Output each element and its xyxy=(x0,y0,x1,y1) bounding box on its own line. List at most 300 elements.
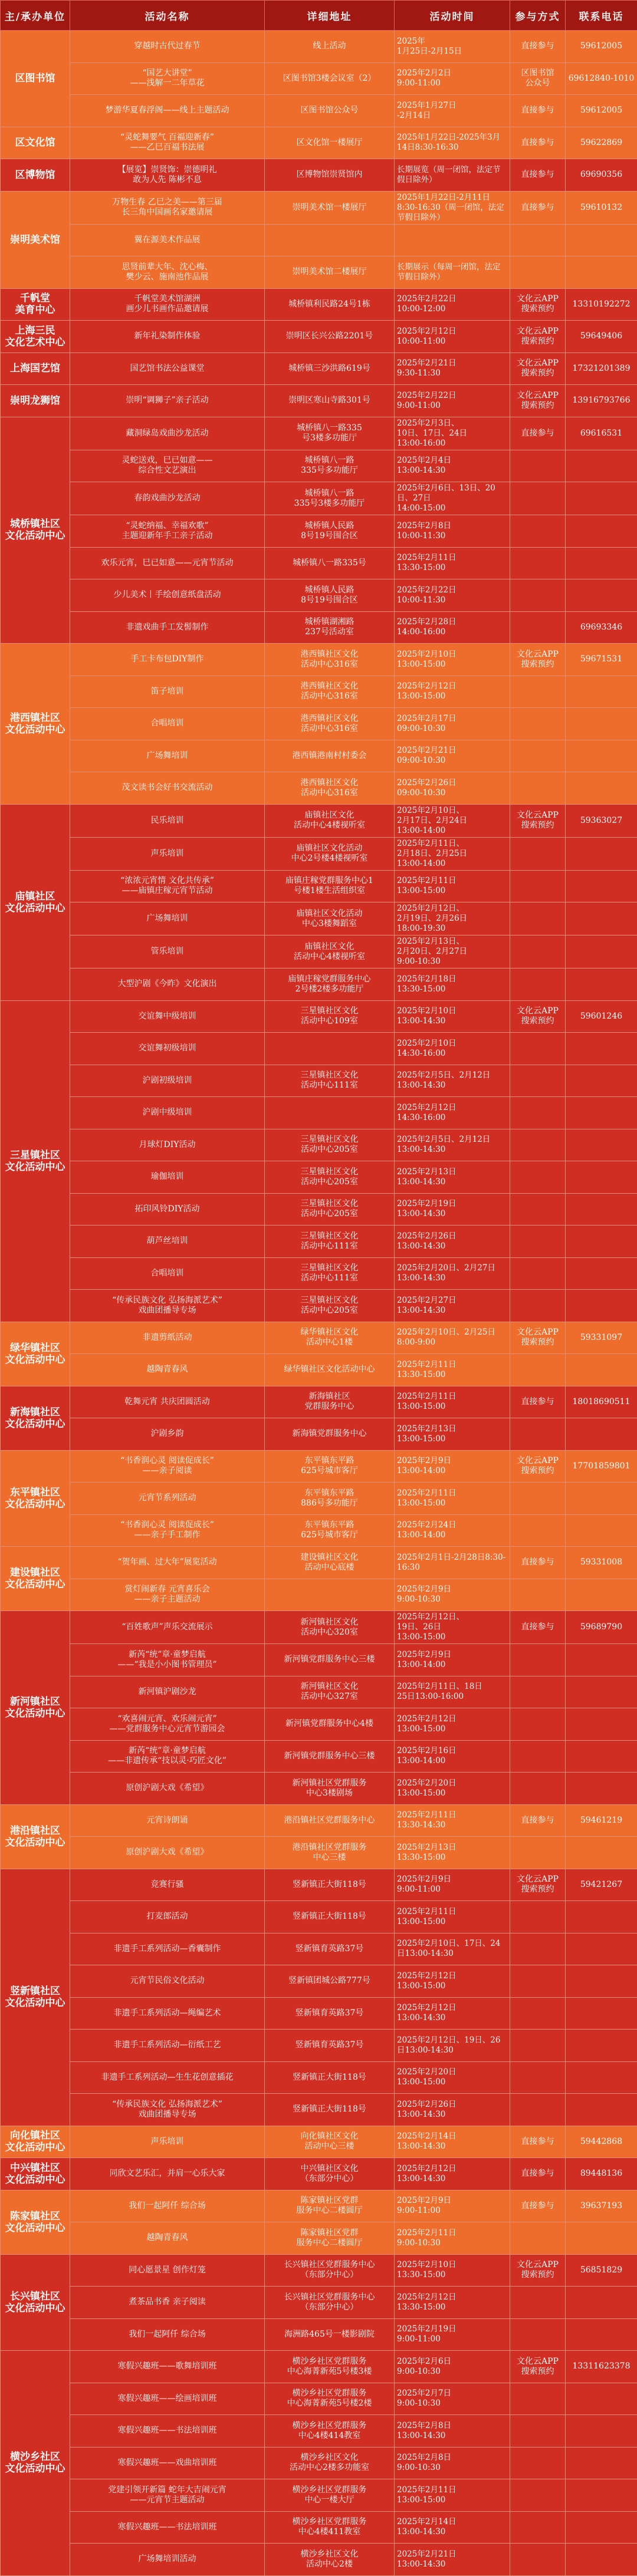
activity-name-cell: 非遗手工系列活动—绳编艺术 xyxy=(70,1997,265,2030)
activity-name-cell: “浓浓元宵情 文化共传承” ——庙镇庄稼元宵节活动 xyxy=(70,870,265,902)
table-row xyxy=(1,224,637,256)
activity-name-cell: “国艺大讲堂” ——浅解一二年草花 xyxy=(70,62,265,95)
address-cell: 线上活动 xyxy=(265,31,395,63)
table-row xyxy=(1,1193,637,1226)
participation-cell xyxy=(510,1193,566,1226)
participation-cell: 直接参与 xyxy=(510,127,566,159)
address-cell: 区博物馆崇贤馆内 xyxy=(265,159,395,192)
table-row xyxy=(1,1000,637,1033)
phone-cell: 59612005 xyxy=(566,95,637,127)
participation-cell: 文化云APP 搜索预约 xyxy=(510,2351,566,2383)
organizer-cell: 新海镇社区 文化活动中心 xyxy=(1,1386,70,1450)
time-cell: 长期展示（每周一闭馆，法定节假日除外） xyxy=(395,256,510,289)
participation-cell: 文化云APP 搜索预约 xyxy=(510,321,566,353)
participation-cell xyxy=(510,2479,566,2512)
time-cell: 2025年2月12日 10:00-11:00 xyxy=(395,321,510,353)
phone-cell: 13310192272 xyxy=(566,288,637,321)
address-cell: 城桥镇八一路 335号多功能厅 xyxy=(265,450,395,482)
table-row xyxy=(1,611,637,644)
table-row xyxy=(1,2126,637,2158)
address-cell: 港西镇社区文化 活动中心316室 xyxy=(265,772,395,805)
participation-cell xyxy=(510,450,566,482)
organizer-group xyxy=(1,191,637,288)
time-cell: 2025年2月13日 13:30-15:00 xyxy=(395,1837,510,1869)
phone-cell: 59610132 xyxy=(566,191,637,224)
participation-cell xyxy=(510,256,566,289)
address-cell: 绿华镇社区文化 活动中心1楼 xyxy=(265,1322,395,1354)
organizer-cell: 绿华镇社区 文化活动中心 xyxy=(1,1322,70,1386)
participation-cell xyxy=(510,579,566,612)
participation-cell: 文化云APP 搜索预约 xyxy=(510,353,566,385)
address-cell xyxy=(265,1097,395,1129)
participation-cell xyxy=(510,1290,566,1322)
activity-name-cell: 寒假兴趣班——歌舞培训班 xyxy=(70,2351,265,2383)
time-cell: 2025年2月10日 13:00-14:30 xyxy=(395,1000,510,1033)
table-row xyxy=(1,31,637,63)
phone-cell xyxy=(566,1354,637,1386)
organizer-cell: 城桥镇社区 文化活动中心 xyxy=(1,417,70,644)
time-cell: 2025年2月27日 13:00-14:30 xyxy=(395,1290,510,1322)
activity-name-cell: 广场舞培训活动 xyxy=(70,2544,265,2576)
phone-cell xyxy=(566,2287,637,2319)
organizer-group xyxy=(1,2351,637,2576)
phone-cell xyxy=(566,1901,637,1933)
activity-name-cell: 月球灯DIY活动 xyxy=(70,1129,265,1161)
activity-name-cell: 灵蛇送戏，巳已如意—— 综合性文艺演出 xyxy=(70,450,265,482)
participation-cell xyxy=(510,1483,566,1515)
activity-name-cell: 少儿美术丨手绘创意纸盘活动 xyxy=(70,579,265,612)
activity-name-cell: 管乐培训 xyxy=(70,935,265,969)
phone-cell xyxy=(566,579,637,612)
address-cell: 竖新镇育英路37号 xyxy=(265,2030,395,2062)
activity-name-cell: 千帆堂美术馆湖洲 画少儿书画作品邀请展 xyxy=(70,288,265,321)
activity-name-cell: 乾舞元宵 共庆团圆活动 xyxy=(70,1386,265,1418)
time-cell: 2025年2月16日 13:00-14:00 xyxy=(395,1740,510,1773)
table-row xyxy=(1,1226,637,1258)
time-cell: 2025年2月3日、 10日、17日、24日 13:00-16:00 xyxy=(395,417,510,450)
table-row xyxy=(1,450,637,482)
activity-name-cell: 竞赛行骚 xyxy=(70,1869,265,1901)
participation-cell xyxy=(510,2318,566,2351)
time-cell: 2025年2月26日 13:00-14:30 xyxy=(395,1226,510,1258)
phone-cell xyxy=(566,870,637,902)
address-cell: 新河镇社区文化 活动中心320室 xyxy=(265,1611,395,1644)
participation-cell xyxy=(510,2511,566,2544)
table-row xyxy=(1,1290,637,1322)
address-cell: 新河镇党群服务中心三楼 xyxy=(265,1740,395,1773)
time-cell: 2025年2月13日 13:00-14:30 xyxy=(395,1161,510,1194)
table-row xyxy=(1,772,637,805)
time-cell: 2025年1月22日-2月11日8:30-16:30（周一闭馆，法定节假日除外） xyxy=(395,191,510,224)
participation-cell xyxy=(510,2415,566,2447)
time-cell: 2025年2月26日 09:00-10:30 xyxy=(395,772,510,805)
organizer-group xyxy=(1,1000,637,1322)
participation-cell: 直接参与 xyxy=(510,1611,566,1644)
address-cell: 庙镇社区文化 活动中心4楼视听室 xyxy=(265,804,395,837)
table-row xyxy=(1,1161,637,1194)
address-cell: 横沙乡社区党群服务 中心4楼411教室 xyxy=(265,2511,395,2544)
participation-cell xyxy=(510,1965,566,1998)
time-cell: 2025年2月21日 9:30-11:30 xyxy=(395,353,510,385)
participation-cell: 文化云APP 搜索预约 xyxy=(510,804,566,837)
organizer-group xyxy=(1,2158,637,2190)
table-row xyxy=(1,676,637,708)
phone-cell xyxy=(566,2030,637,2062)
address-cell: 城桥镇八一路335 号3楼多功能厅 xyxy=(265,417,395,450)
address-cell: 横沙乡社区文化 活动中心2楼 xyxy=(265,2544,395,2576)
activity-name-cell: “书香润心灵 阅读促成长” ——亲子阅读 xyxy=(70,1450,265,1483)
organizer-cell: 东平镇社区 文化活动中心 xyxy=(1,1450,70,1547)
time-cell: 2025年2月20日 13:00-15:00 xyxy=(395,1773,510,1805)
phone-cell: 17701859801 xyxy=(566,1450,637,1483)
header-phone: 联系电话 xyxy=(566,1,637,31)
table-row xyxy=(1,804,637,837)
address-cell: 庙镇社区文化活动 中心2号楼4楼视听室 xyxy=(265,837,395,870)
participation-cell: 直接参与 xyxy=(510,159,566,192)
participation-cell: 直接参与 xyxy=(510,2126,566,2158)
activity-name-cell: 民乐培训 xyxy=(70,804,265,837)
organizer-cell: 区博物馆 xyxy=(1,159,70,192)
phone-cell xyxy=(566,2447,637,2479)
table-row xyxy=(1,1257,637,1290)
table-row xyxy=(1,1514,637,1547)
phone-cell: 17321201389 xyxy=(566,353,637,385)
organizer-cell: 崇明龙狮馆 xyxy=(1,385,70,417)
table-row xyxy=(1,1065,637,1097)
address-cell: 崇明区长兴公路2201号 xyxy=(265,321,395,353)
time-cell: 2025年2月13日、 2月20日、2月27日 9:00-10:30 xyxy=(395,935,510,969)
table-row xyxy=(1,2351,637,2383)
time-cell: 2025年2月8日 13:00-14:30 xyxy=(395,2415,510,2447)
address-cell: 三星镇社区文化 活动中心109室 xyxy=(265,1000,395,1033)
activity-name-cell: 声乐培训 xyxy=(70,837,265,870)
time-cell: 2025年1月27日 -2月14日 xyxy=(395,95,510,127)
table-row xyxy=(1,95,637,127)
participation-cell xyxy=(510,1161,566,1194)
address-cell: 城桥镇人民路 8号19号围合区 xyxy=(265,515,395,548)
activity-name-cell: 手工卡布包DIY制作 xyxy=(70,644,265,676)
header-participation: 参与方式 xyxy=(510,1,566,31)
participation-cell: 直接参与 xyxy=(510,1804,566,1837)
table-row xyxy=(1,1547,637,1579)
participation-cell xyxy=(510,1773,566,1805)
address-cell: 建设镇社区文化 活动中心底楼 xyxy=(265,1547,395,1579)
phone-cell xyxy=(566,2511,637,2544)
address-cell: 崇明美术馆二楼展厅 xyxy=(265,256,395,289)
participation-cell: 文化云APP 搜索预约 xyxy=(510,644,566,676)
participation-cell: 文化云APP 搜索预约 xyxy=(510,2254,566,2287)
time-cell: 2025年2月9日 13:00-14:00 xyxy=(395,1450,510,1483)
participation-cell xyxy=(510,902,566,935)
table-row xyxy=(1,2544,637,2576)
phone-cell xyxy=(566,1933,637,1965)
organizer-cell: 港沿镇社区 文化活动中心 xyxy=(1,1804,70,1869)
address-cell: 横沙乡社区党群服务 中心海菁新苑5号楼2楼 xyxy=(265,2383,395,2415)
address-cell xyxy=(265,1033,395,1065)
phone-cell: 59331097 xyxy=(566,1322,637,1354)
address-cell: 三星镇社区文化 活动中心111室 xyxy=(265,1226,395,1258)
phone-cell xyxy=(566,1226,637,1258)
table-row xyxy=(1,2383,637,2415)
activity-name-cell: 交谊舞中级培训 xyxy=(70,1000,265,1033)
address-cell: 竖新镇育英路37号 xyxy=(265,1933,395,1965)
organizer-group xyxy=(1,385,637,417)
address-cell: 海洲路465号一楼影剧院 xyxy=(265,2318,395,2351)
time-cell: 2025年2月11日 13:30-14:30 xyxy=(395,1804,510,1837)
phone-cell: 69612840-1010 xyxy=(566,62,637,95)
activity-name-cell: 新芮“统”章·童梦启航 ——“我是小小图书管理员” xyxy=(70,1644,265,1676)
table-row xyxy=(1,288,637,321)
time-cell: 2025年2月12日 13:00-15:00 xyxy=(395,1708,510,1741)
table-row xyxy=(1,1322,637,1354)
phone-cell xyxy=(566,935,637,969)
header-organizer: 主/承办单位 xyxy=(1,1,70,31)
activity-name-cell: “贺年画、过大年”展览活动 xyxy=(70,1547,265,1579)
activity-name-cell: 葫芦丝培训 xyxy=(70,1226,265,1258)
organizer-group xyxy=(1,1869,637,2126)
organizer-group xyxy=(1,288,637,321)
phone-cell xyxy=(566,2544,637,2576)
organizer-cell: 上海国艺馆 xyxy=(1,353,70,385)
time-cell: 2025年2月11日 13:00-15:00 xyxy=(395,2479,510,2512)
participation-cell xyxy=(510,1354,566,1386)
address-cell: 城桥镇八一路 335号3楼多功能厅 xyxy=(265,482,395,515)
time-cell: 2025年2月11日 13:00-15:00 xyxy=(395,870,510,902)
organizer-cell: 上海三民 文化艺术中心 xyxy=(1,321,70,353)
phone-cell xyxy=(566,740,637,772)
participation-cell xyxy=(510,708,566,740)
time-cell: 2025年2月9日 9:00-10:30 xyxy=(395,1579,510,1611)
activity-name-cell: 党建引领开新篇 蛇年大吉闹元宵 ——元宵节主题活动 xyxy=(70,2479,265,2512)
activity-name-cell: 拓印风铃DIY活动 xyxy=(70,1193,265,1226)
time-cell: 2025年2月12日 13:00-14:30 xyxy=(395,1997,510,2030)
address-cell: 三星镇社区文化 活动中心205室 xyxy=(265,1290,395,1322)
activity-name-cell: 瑜伽培训 xyxy=(70,1161,265,1194)
address-cell: 三星镇社区文化 活动中心111室 xyxy=(265,1257,395,1290)
phone-cell xyxy=(566,1161,637,1194)
table-row xyxy=(1,1901,637,1933)
phone-cell xyxy=(566,1129,637,1161)
address-cell: 港西镇港南村村委会 xyxy=(265,740,395,772)
participation-cell xyxy=(510,611,566,644)
time-cell: 2025年2月22日 10:00-12:00 xyxy=(395,288,510,321)
phone-cell: 59622869 xyxy=(566,127,637,159)
phone-cell xyxy=(566,772,637,805)
participation-cell xyxy=(510,1033,566,1065)
table-row xyxy=(1,353,637,385)
time-cell: 2025年 1月25日-2月15日 xyxy=(395,31,510,63)
activity-name-cell: 万物生春 乙巳之美——第三届 长三角中国画名家邀请展 xyxy=(70,191,265,224)
address-cell: 长兴镇社区党群服务中心 （东部分中心） xyxy=(265,2287,395,2319)
table-row xyxy=(1,1386,637,1418)
activity-name-cell: 崇明“调狮子”亲子活动 xyxy=(70,385,265,417)
activity-name-cell: 原创沪剧大戏《希望》 xyxy=(70,1837,265,1869)
time-cell: 2025年2月12日、 2月19日、2月26日 18:00-19:30 xyxy=(395,902,510,935)
time-cell: 2025年2月9日 9:00-11:00 xyxy=(395,2190,510,2222)
activity-name-cell: 沪剧乡韵 xyxy=(70,1418,265,1451)
activity-name-cell: 新年礼染制作体验 xyxy=(70,321,265,353)
phone-cell: 59363027 xyxy=(566,804,637,837)
participation-cell: 直接参与 xyxy=(510,31,566,63)
organizer-cell: 区文化馆 xyxy=(1,127,70,159)
table-row xyxy=(1,1418,637,1451)
phone-cell xyxy=(566,1579,637,1611)
phone-cell xyxy=(566,1676,637,1708)
time-cell: 2025年2月11日、 2月18日、2月25日 13:00-14:00 xyxy=(395,837,510,870)
participation-cell xyxy=(510,2030,566,2062)
participation-cell xyxy=(510,2383,566,2415)
time-cell: 2025年2月28日 14:00-16:00 xyxy=(395,611,510,644)
participation-cell xyxy=(510,2094,566,2126)
participation-cell xyxy=(510,1257,566,1290)
phone-cell xyxy=(566,2415,637,2447)
participation-cell xyxy=(510,547,566,579)
activity-name-cell: “传承民族文化 弘扬海派艺术” 戏曲团播导专场 xyxy=(70,1290,265,1322)
activity-name-cell: 合唱培训 xyxy=(70,708,265,740)
time-cell: 2025年2月19日 13:00-14:30 xyxy=(395,1193,510,1226)
participation-cell: 直接参与 xyxy=(510,1547,566,1579)
activity-name-cell: 元宵诗朗诵 xyxy=(70,1804,265,1837)
time-cell: 2025年2月26日 13:00-14:30 xyxy=(395,2094,510,2126)
activity-name-cell: “灵蛇舞要气 百福迎新春” ——乙巳百福书法展 xyxy=(70,127,265,159)
organizer-group xyxy=(1,1611,637,1805)
organizer-group xyxy=(1,31,637,127)
address-cell: 城桥镇利民路24号1栋 xyxy=(265,288,395,321)
time-cell: 2025年2月7日 9:00-10:30 xyxy=(395,2383,510,2415)
participation-cell: 区图书馆 公众号 xyxy=(510,62,566,95)
address-cell: 区文化馆一楼展厅 xyxy=(265,127,395,159)
phone-cell xyxy=(566,1997,637,2030)
table-row xyxy=(1,2222,637,2255)
phone-cell xyxy=(566,515,637,548)
address-cell xyxy=(265,224,395,256)
phone-cell xyxy=(566,1773,637,1805)
participation-cell: 直接参与 xyxy=(510,2190,566,2222)
organizer-group xyxy=(1,417,637,644)
participation-cell xyxy=(510,2287,566,2319)
activity-name-cell: 原创沪剧大戏《希望》 xyxy=(70,1773,265,1805)
table-row xyxy=(1,2415,637,2447)
address-cell: 崇明美术馆一楼展厅 xyxy=(265,191,395,224)
activity-name-cell: 我们一起阿仟 综合场 xyxy=(70,2318,265,2351)
table-row xyxy=(1,740,637,772)
organizer-cell: 庙镇社区 文化活动中心 xyxy=(1,804,70,1000)
time-cell: 2025年2月13日 13:00-15:00 xyxy=(395,1418,510,1451)
time-cell: 2025年2月9日 9:00-11:00 xyxy=(395,1869,510,1901)
address-cell: 东平镇东平路 625号城市客厅 xyxy=(265,1450,395,1483)
phone-cell xyxy=(566,2479,637,2512)
time-cell: 2025年2月6日 9:00-10:30 xyxy=(395,2351,510,2383)
time-cell: 2025年2月18日 13:30-15:00 xyxy=(395,969,510,1001)
activity-name-cell: 非遗手工系列活动—香囊制作 xyxy=(70,1933,265,1965)
table-row xyxy=(1,2447,637,2479)
table-row xyxy=(1,2158,637,2190)
activity-name-cell: 广场舞培训 xyxy=(70,740,265,772)
address-cell: 三星镇社区文化 活动中心205室 xyxy=(265,1129,395,1161)
phone-cell xyxy=(566,1033,637,1065)
table-row xyxy=(1,159,637,192)
participation-cell xyxy=(510,2544,566,2576)
activity-name-cell: 广场舞培训 xyxy=(70,902,265,935)
table-row xyxy=(1,1033,637,1065)
phone-cell: 59331008 xyxy=(566,1547,637,1579)
participation-cell xyxy=(510,2447,566,2479)
organizer-cell: 长兴镇社区 文化活动中心 xyxy=(1,2254,70,2351)
phone-cell: 13311623378 xyxy=(566,2351,637,2383)
phone-cell xyxy=(566,1708,637,1741)
time-cell: 2025年2月21日 09:00-10:30 xyxy=(395,740,510,772)
time-cell: 2025年2月14日 13:00-14:30 xyxy=(395,2511,510,2544)
participation-cell: 文化云APP 搜索预约 xyxy=(510,1000,566,1033)
phone-cell xyxy=(566,969,637,1001)
address-cell: 横沙乡社区党群服务 中心海菁新苑5号楼3楼 xyxy=(265,2351,395,2383)
table-row xyxy=(1,1450,637,1483)
phone-cell xyxy=(566,1740,637,1773)
participation-cell xyxy=(510,1676,566,1708)
participation-cell: 直接参与 xyxy=(510,417,566,450)
address-cell: 横沙乡社区文化 活动中心2楼多功能室 xyxy=(265,2447,395,2479)
activity-name-cell: 元宵节系列活动 xyxy=(70,1483,265,1515)
table-row xyxy=(1,2479,637,2512)
phone-cell xyxy=(566,837,637,870)
table-row xyxy=(1,579,637,612)
participation-cell xyxy=(510,969,566,1001)
activity-name-cell: 欢乐元宵，巳已如意——元宵节活动 xyxy=(70,547,265,579)
activity-name-cell: 越陶青春风 xyxy=(70,1354,265,1386)
phone-cell xyxy=(566,1097,637,1129)
phone-cell xyxy=(566,708,637,740)
activity-name-cell: 大型沪剧《今昨》文化演出 xyxy=(70,969,265,1001)
organizer-cell: 崇明美术馆 xyxy=(1,191,70,288)
organizer-group xyxy=(1,1322,637,1386)
time-cell: 2025年2月1日-2月28日8:30-16:30 xyxy=(395,1547,510,1579)
table-row xyxy=(1,2254,637,2287)
address-cell: 庙镇社区文化 活动中心4楼视听室 xyxy=(265,935,395,969)
table-row xyxy=(1,2030,637,2062)
address-cell: 庙镇庄稼党群服务中心 2号楼2楼多功能厅 xyxy=(265,969,395,1001)
phone-cell xyxy=(566,2318,637,2351)
address-cell: 区图书馆公众号 xyxy=(265,95,395,127)
activity-name-cell: 思贤前辈大年、沈心梅、 樊少云、施南池作品展 xyxy=(70,256,265,289)
phone-cell: 89448136 xyxy=(566,2158,637,2190)
address-cell: 三星镇社区文化 活动中心205室 xyxy=(265,1161,395,1194)
activity-name-cell: 【展览】崇贤饰：崇德明礼 敢为人先 陈彬不息 xyxy=(70,159,265,192)
time-cell: 2025年2月11日 13:30-15:00 xyxy=(395,547,510,579)
time-cell: 2025年2月10日、17日、24日13:00-14:30 xyxy=(395,1933,510,1965)
organizer-cell: 向化镇社区 文化活动中心 xyxy=(1,2126,70,2158)
phone-cell xyxy=(566,1514,637,1547)
participation-cell: 直接参与 xyxy=(510,95,566,127)
phone-cell xyxy=(566,547,637,579)
time-cell: 2025年2月24日 13:00-14:00 xyxy=(395,1514,510,1547)
table-row xyxy=(1,515,637,548)
time-cell: 2025年2月5日、2月12日 13:00-14:30 xyxy=(395,1065,510,1097)
time-cell: 2025年2月10日、2月25日8:00-9:00 xyxy=(395,1322,510,1354)
phone-cell xyxy=(566,1193,637,1226)
table-row xyxy=(1,385,637,417)
table-row xyxy=(1,870,637,902)
participation-cell: 文化云APP 搜索预约 xyxy=(510,1450,566,1483)
participation-cell xyxy=(510,515,566,548)
time-cell: 长期展览（周一闭馆，法定节假日除外） xyxy=(395,159,510,192)
participation-cell xyxy=(510,1933,566,1965)
address-cell: 新海镇社区 党群服务中心 xyxy=(265,1386,395,1418)
time-cell: 2025年2月11日 13:00-15:00 xyxy=(395,1386,510,1418)
address-cell: 三星镇社区文化 活动中心205室 xyxy=(265,1193,395,1226)
address-cell: 三星镇社区文化 活动中心111室 xyxy=(265,1065,395,1097)
time-cell: 2025年2月10日 14:30-16:00 xyxy=(395,1033,510,1065)
participation-cell xyxy=(510,1708,566,1741)
